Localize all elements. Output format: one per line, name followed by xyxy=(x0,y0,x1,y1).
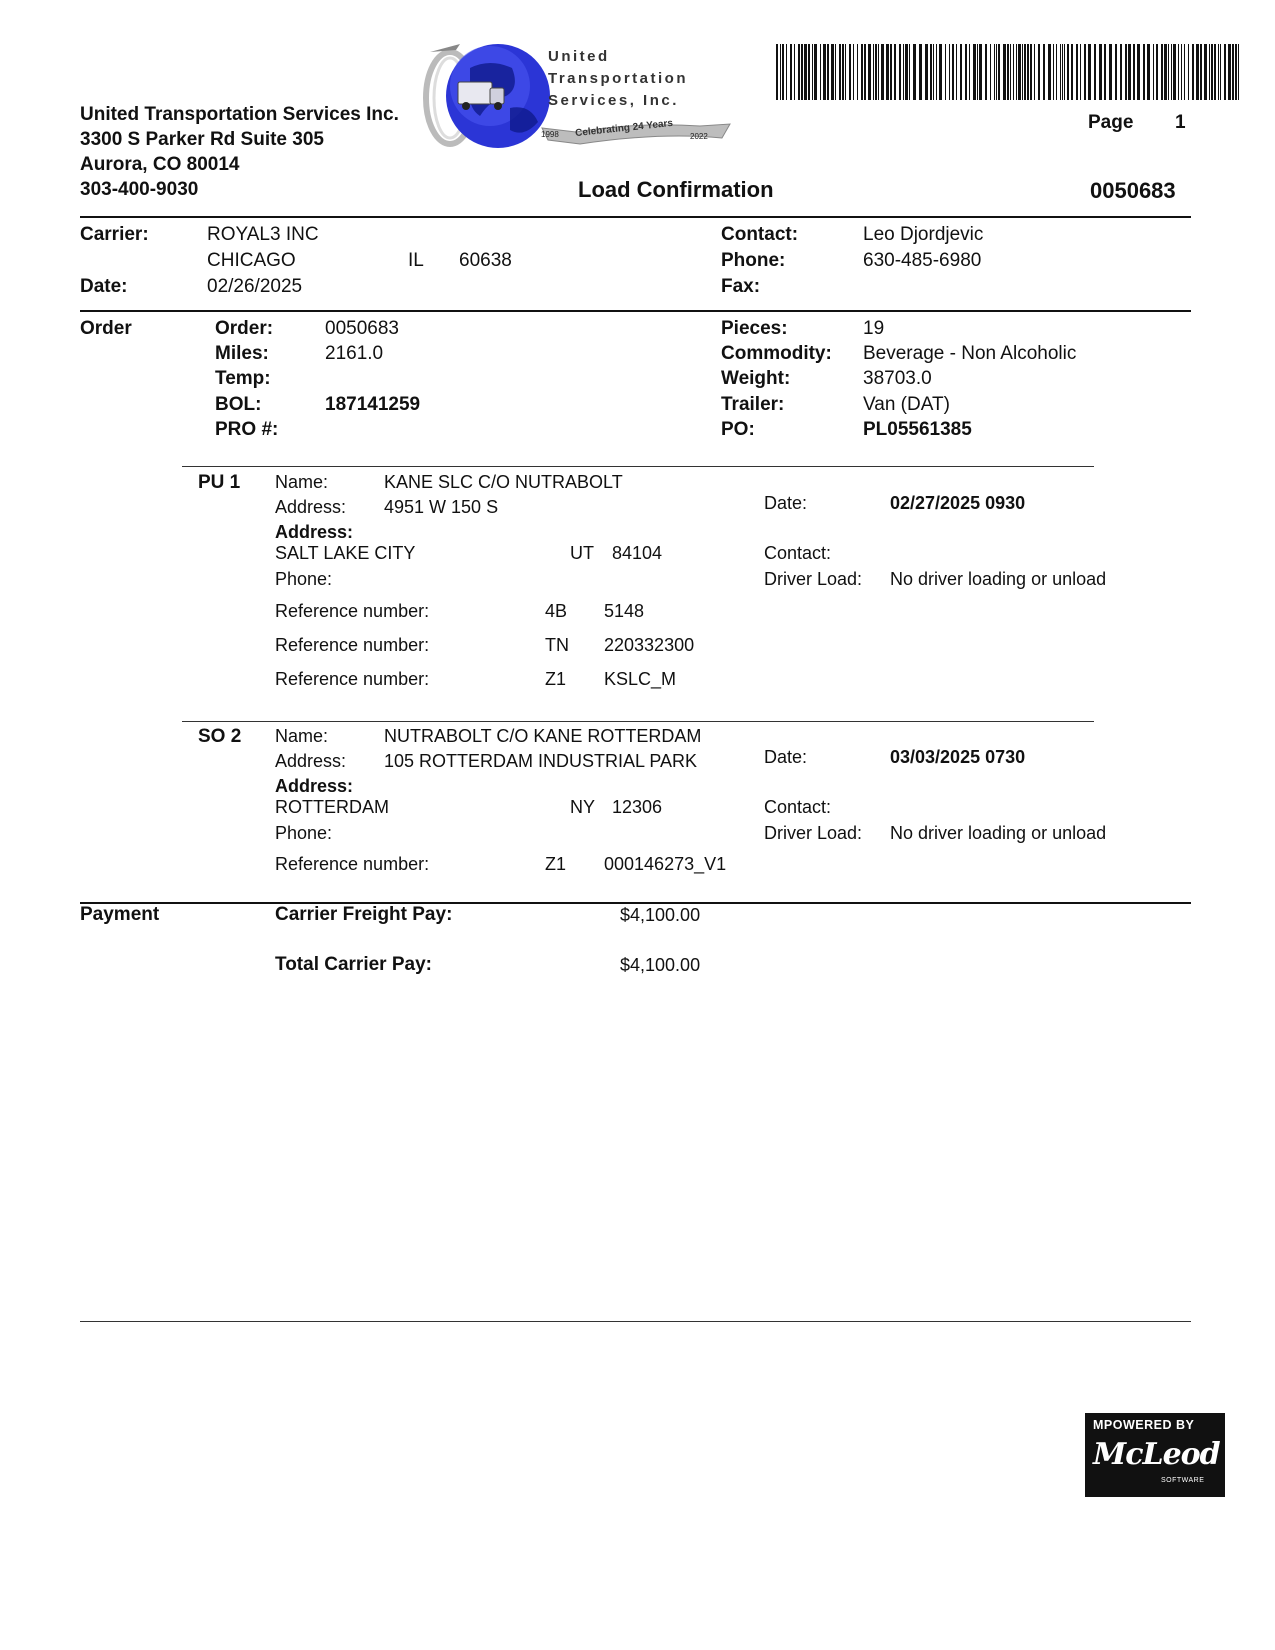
carrier-freight-pay-amount: $4,100.00 xyxy=(620,905,701,925)
stop-name: NUTRABOLT C/O KANE ROTTERDAM xyxy=(384,726,702,746)
phone-label: Phone: xyxy=(721,250,786,271)
stop-driver-load-label: Driver Load: xyxy=(764,569,863,589)
reference-value: 000146273_V1 xyxy=(604,854,727,874)
stop-address-label: Address: xyxy=(275,497,347,517)
pro-label: PRO #: xyxy=(215,419,279,440)
temp-label: Temp: xyxy=(215,368,271,389)
stop-state: NY xyxy=(570,797,596,817)
order-label: Order: xyxy=(215,318,274,339)
document-title: Load Confirmation xyxy=(578,177,774,202)
powered-by-text: MPOWERED BY xyxy=(1093,1418,1195,1432)
stop-date: 02/27/2025 0930 xyxy=(890,493,1026,513)
company-name: United Transportation Services Inc. xyxy=(80,104,399,125)
company-address-line1: 3300 S Parker Rd Suite 305 xyxy=(80,129,324,150)
stop-state: UT xyxy=(570,543,594,563)
order-section-label: Order xyxy=(80,318,132,339)
page-label: Page xyxy=(1088,112,1134,133)
stop-phone-label: Phone: xyxy=(275,823,333,843)
stop-contact-label: Contact: xyxy=(764,543,832,563)
stop-address-label: Address: xyxy=(275,751,347,771)
total-carrier-pay-amount: $4,100.00 xyxy=(620,955,701,975)
divider-carrier xyxy=(80,310,1191,312)
reference-value: 5148 xyxy=(604,601,645,621)
contact-label: Contact: xyxy=(721,224,799,245)
stop-city: SALT LAKE CITY xyxy=(275,543,416,563)
stop-zip: 12306 xyxy=(612,797,663,817)
company-phone: 303-400-9030 xyxy=(80,179,199,200)
stop-code: SO 2 xyxy=(198,726,242,747)
stop-phone-label: Phone: xyxy=(275,569,333,589)
page-number: 1 xyxy=(1175,112,1186,133)
stop-driver-load: No driver loading or unload xyxy=(890,569,1107,589)
commodity-value: Beverage - Non Alcoholic xyxy=(863,343,1077,364)
reference-label: Reference number: xyxy=(275,669,430,689)
stop-driver-load-label: Driver Load: xyxy=(764,823,863,843)
company-address-line2: Aurora, CO 80014 xyxy=(80,154,240,175)
reference-code: Z1 xyxy=(545,669,567,689)
stop-date-label: Date: xyxy=(764,747,808,767)
divider-stop-2 xyxy=(182,721,1094,722)
stop-name: KANE SLC C/O NUTRABOLT xyxy=(384,472,623,492)
miles-label: Miles: xyxy=(215,343,269,364)
pieces-label: Pieces: xyxy=(721,318,788,339)
carrier-phone: 630-485-6980 xyxy=(863,250,982,271)
date-label: Date: xyxy=(80,276,128,297)
fax-label: Fax: xyxy=(721,276,761,297)
logo-line2: Transportation xyxy=(548,70,689,87)
logo-banner-text: Celebrating 24 Years xyxy=(574,117,674,140)
reference-code: TN xyxy=(545,635,569,655)
carrier-contact: Leo Djordjevic xyxy=(863,224,984,245)
carrier-freight-pay-label: Carrier Freight Pay: xyxy=(275,904,453,925)
reference-code: 4B xyxy=(545,601,568,621)
carrier-zip: 60638 xyxy=(459,250,512,271)
mcleod-software-text: SOFTWARE xyxy=(1161,1477,1205,1484)
trailer-label: Trailer: xyxy=(721,394,785,415)
stop-city: ROTTERDAM xyxy=(275,797,389,817)
divider-header xyxy=(80,216,1191,218)
trailer-value: Van (DAT) xyxy=(863,394,950,415)
carrier-label: Carrier: xyxy=(80,224,149,245)
commodity-label: Commodity: xyxy=(721,343,832,364)
bol-value: 187141259 xyxy=(325,394,421,415)
weight-value: 38703.0 xyxy=(863,368,932,389)
po-label: PO: xyxy=(721,419,755,440)
reference-label: Reference number: xyxy=(275,854,430,874)
reference-label: Reference number: xyxy=(275,635,430,655)
carrier-city: CHICAGO xyxy=(207,250,296,271)
stop-address: 105 ROTTERDAM INDUSTRIAL PARK xyxy=(384,751,698,771)
payment-section-label: Payment xyxy=(80,904,160,925)
logo-year-end: 2022 xyxy=(690,132,708,141)
pieces-value: 19 xyxy=(863,318,885,339)
total-carrier-pay-label: Total Carrier Pay: xyxy=(275,954,432,975)
stop-name-label: Name: xyxy=(275,472,329,492)
stop-driver-load: No driver loading or unload xyxy=(890,823,1107,843)
stop-address: 4951 W 150 S xyxy=(384,497,499,517)
mcleod-logo xyxy=(1085,1413,1225,1497)
bol-label: BOL: xyxy=(215,394,262,415)
stop-address2-label: Address: xyxy=(275,776,354,796)
logo-line1: United xyxy=(548,48,610,65)
order-number: 0050683 xyxy=(325,318,399,339)
reference-value: KSLC_M xyxy=(604,669,677,689)
weight-label: Weight: xyxy=(721,368,791,389)
load-number: 0050683 xyxy=(1090,178,1176,203)
divider-payment xyxy=(80,902,1191,904)
stop-code: PU 1 xyxy=(198,472,241,493)
stop-date: 03/03/2025 0730 xyxy=(890,747,1026,767)
reference-code: Z1 xyxy=(545,854,567,874)
stop-contact-label: Contact: xyxy=(764,797,832,817)
carrier-date: 02/26/2025 xyxy=(207,276,303,297)
logo-line3: Services, Inc. xyxy=(548,92,679,109)
divider-footer xyxy=(80,1321,1191,1322)
miles-value: 2161.0 xyxy=(325,343,384,364)
stop-date-label: Date: xyxy=(764,493,808,513)
carrier-state: IL xyxy=(408,250,424,271)
carrier-name: ROYAL3 INC xyxy=(207,224,319,245)
globe-truck-logo xyxy=(420,38,560,156)
stop-name-label: Name: xyxy=(275,726,329,746)
barcode-image xyxy=(776,44,1244,100)
reference-value: 220332300 xyxy=(604,635,695,655)
stop-zip: 84104 xyxy=(612,543,663,563)
reference-label: Reference number: xyxy=(275,601,430,621)
po-value: PL05561385 xyxy=(863,419,972,440)
divider-stop-1 xyxy=(182,466,1094,467)
stop-address2-label: Address: xyxy=(275,522,354,542)
mcleod-brand-text: McLeod xyxy=(1093,1437,1220,1472)
logo-year-start: 1998 xyxy=(541,130,559,139)
